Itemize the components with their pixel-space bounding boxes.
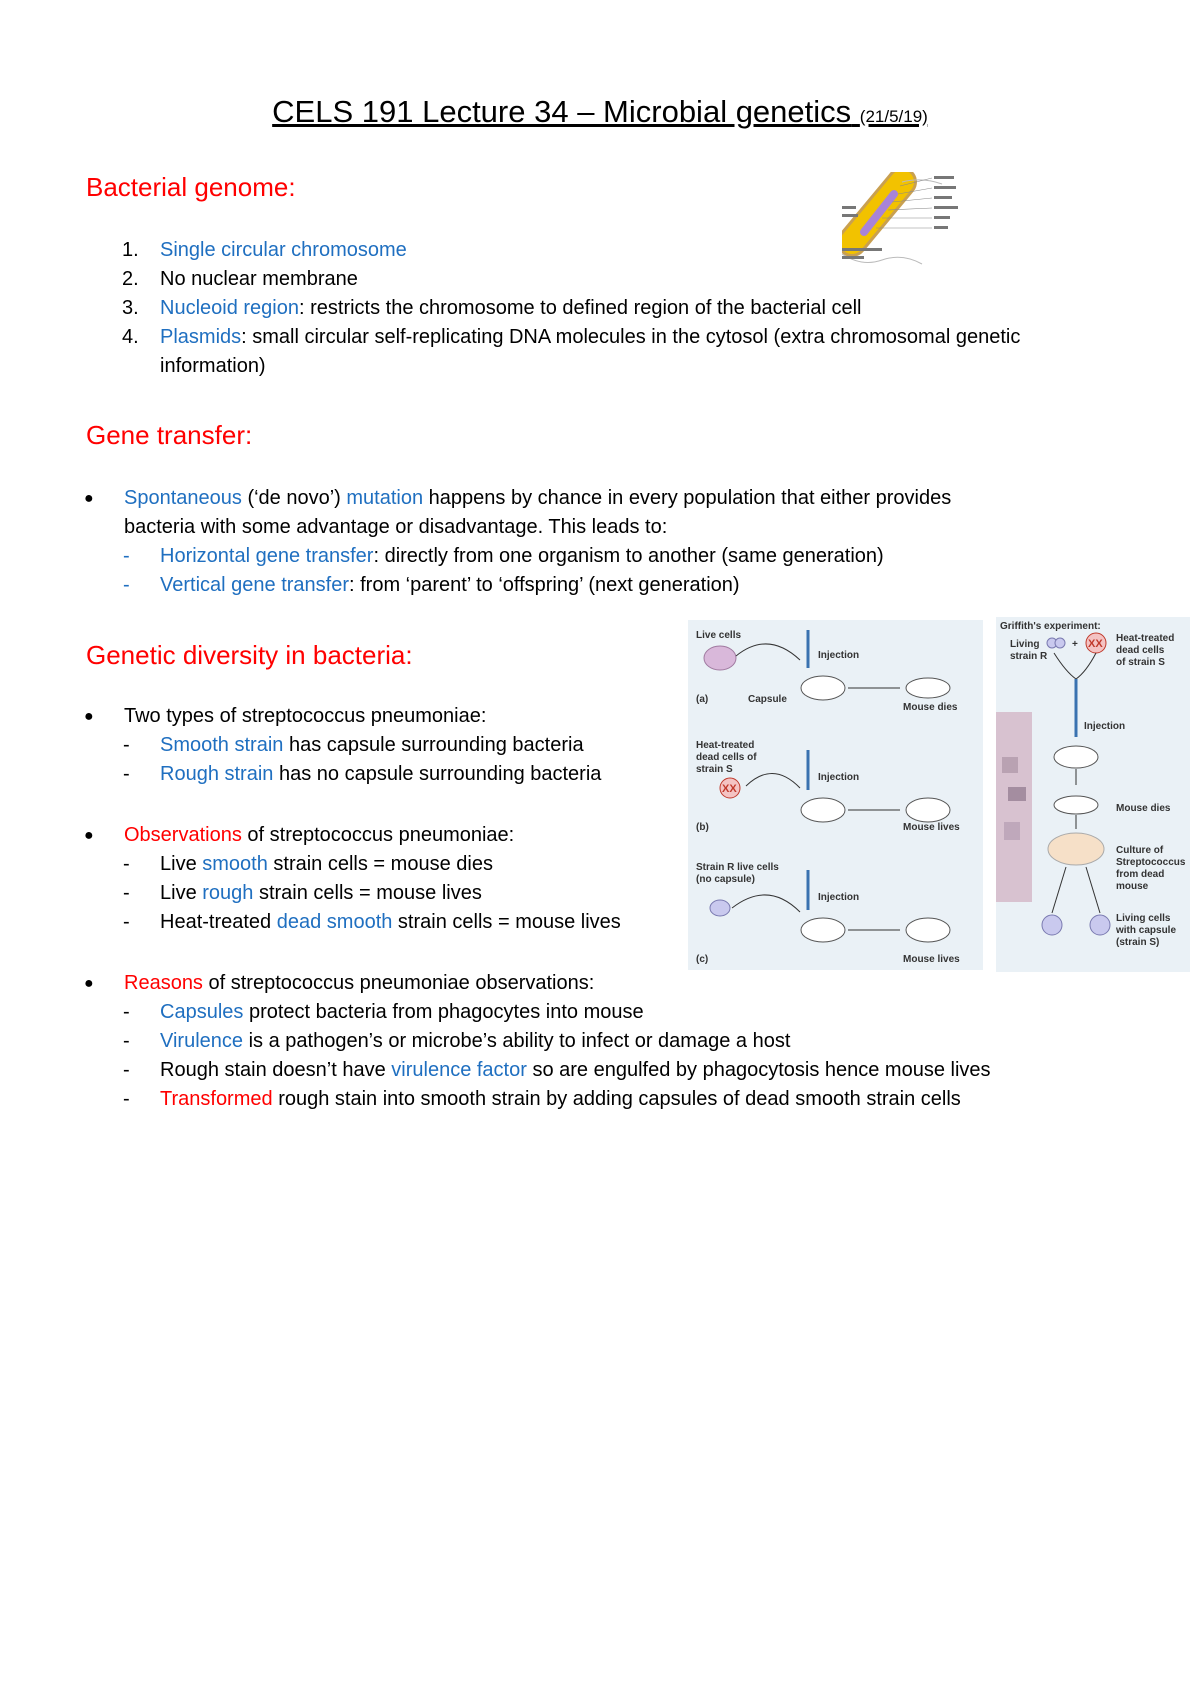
label-mouse: mouse: [1116, 881, 1149, 892]
label-no-capsule: (no capsule): [696, 874, 755, 885]
label-panel-c: (c): [696, 954, 709, 965]
diversity-bullet-3: [124, 969, 594, 997]
panel-a: [696, 630, 958, 713]
bullet-dot: ●: [84, 490, 94, 507]
dash-marker: -: [123, 574, 130, 596]
dash-marker: -: [123, 853, 130, 875]
item-number: 2.: [122, 268, 139, 290]
genome-item-4-continuation: information): [160, 355, 266, 377]
key-virulence-factor: virulence factor: [391, 1059, 527, 1081]
label-heat-treated: Heat-treated: [696, 740, 755, 751]
sub-pre: Rough stain doesn’t have: [160, 1059, 392, 1081]
sub-text: so are engulfed by phagocytosis hence mouse lives: [526, 1059, 991, 1081]
title-text: CELS 191 Lecture 34 – Microbial genetics: [272, 94, 852, 129]
experiment-figure-abc: [688, 620, 983, 970]
label-live-cells: Live cells: [696, 630, 742, 641]
item-rest: : small circular self-replicating DNA molecules in the cytosol (extra chromosomal genetic: [241, 326, 1021, 348]
transfer-bullet-continuation: bacteria with some advantage or disadvantage. This leads to:: [124, 516, 668, 538]
label-injection: Injection: [818, 772, 860, 783]
obs-dead-smooth: [160, 908, 621, 936]
key-transformed: Transformed: [160, 1088, 273, 1110]
item-key: Single circular chromosome: [160, 239, 407, 261]
sub-text: rough stain into smooth strain by adding capsules of dead smooth strain cells: [272, 1088, 961, 1110]
label-living: Living: [1010, 639, 1040, 650]
key-smooth-strain: Smooth strain: [160, 734, 284, 756]
heading-bacterial-genome: Bacterial genome:: [86, 172, 296, 202]
dash-marker: -: [123, 734, 130, 756]
label-dead-cells-of: dead cells of: [696, 752, 757, 763]
sub-text: : directly from one organism to another (same generation): [373, 545, 884, 567]
label-mouse-dies: Mouse dies: [903, 702, 958, 713]
dash-marker: -: [123, 1030, 130, 1052]
panel-b: [696, 740, 960, 833]
sub-pre: Heat-treated: [160, 911, 277, 933]
dash-marker: -: [123, 545, 130, 567]
reason-rough-stain: [160, 1056, 991, 1084]
sub-rough-strain: [160, 760, 601, 788]
dash-marker: -: [123, 911, 130, 933]
heading-gene-transfer: Gene transfer:: [86, 420, 253, 450]
label-culture-of: Culture of: [1116, 845, 1164, 856]
dash-marker: -: [123, 1088, 130, 1110]
label-strain-s: strain S: [696, 764, 733, 775]
page-title: [0, 92, 1200, 137]
key-rough: rough: [202, 882, 254, 904]
dash-marker: -: [123, 1001, 130, 1023]
label-from-dead: from dead: [1116, 869, 1165, 880]
item-key: Nucleoid region: [160, 297, 299, 319]
text-de-novo: (‘de novo’): [241, 487, 347, 509]
key-observations: Observations: [124, 824, 242, 846]
label-capsule: Capsule: [748, 694, 787, 705]
sub-text: strain cells = mouse dies: [267, 853, 493, 875]
label-plus: +: [1072, 639, 1078, 650]
label-heat-treated: Heat-treated: [1116, 633, 1175, 644]
diversity-bullet-1: Two types of streptococcus pneumoniae:: [124, 705, 487, 727]
label-panel-b: (b): [696, 822, 709, 833]
reason-transformed: [160, 1085, 961, 1113]
bullet-dot: ●: [84, 975, 94, 992]
sub-text: strain cells = mouse lives: [392, 911, 621, 933]
label-streptococcus: Streptococcus: [1116, 857, 1186, 868]
title-date: (21/5/19): [859, 107, 928, 126]
sub-text: has no capsule surrounding bacteria: [273, 763, 602, 785]
key-capsules: Capsules: [160, 1001, 244, 1023]
dash-marker: -: [123, 882, 130, 904]
heading-genetic-diversity: Genetic diversity in bacteria:: [86, 640, 413, 670]
label-living-cells: Living cells: [1116, 913, 1171, 924]
label-mouse-lives: Mouse lives: [903, 822, 960, 833]
sub-pre: Live: [160, 882, 203, 904]
sub-text: is a pathogen’s or microbe’s ability to infect or damage a host: [243, 1030, 791, 1052]
key-smooth: smooth: [202, 853, 268, 875]
label-with-capsule: with capsule: [1116, 925, 1177, 936]
item-text: No nuclear membrane: [160, 268, 358, 290]
bullet-text: of streptococcus pneumoniae:: [241, 824, 515, 846]
key-virulence: Virulence: [160, 1030, 244, 1052]
key-horizontal: Horizontal gene transfer: [160, 545, 374, 567]
transfer-sub-horizontal: [160, 542, 884, 570]
item-number: 1.: [122, 239, 139, 261]
sub-smooth-strain: [160, 731, 584, 759]
obs-live-smooth: [160, 850, 493, 878]
label-strain-r: strain R: [1010, 651, 1048, 662]
label-strain-r-live: Strain R live cells: [696, 862, 779, 873]
griffith-experiment-figure: [996, 617, 1190, 972]
item-number: 3.: [122, 297, 139, 319]
label-injection: Injection: [818, 892, 860, 903]
key-rough-strain: Rough strain: [160, 763, 274, 785]
sub-text: protect bacteria from phagocytes into mouse: [243, 1001, 644, 1023]
dash-marker: -: [123, 763, 130, 785]
reason-virulence: [160, 1027, 790, 1055]
bullet-dot: ●: [84, 827, 94, 844]
text-rest: happens by chance in every population that either provides: [423, 487, 952, 509]
diversity-bullet-2: [124, 821, 514, 849]
key-dead-smooth: dead smooth: [276, 911, 393, 933]
label-strain-s-paren: (strain S): [1116, 937, 1160, 948]
sub-text: strain cells = mouse lives: [253, 882, 482, 904]
item-number: 4.: [122, 326, 139, 348]
item-text: [160, 294, 861, 322]
bullet-dot: ●: [84, 708, 94, 725]
item-rest: : restricts the chromosome to defined region of the bacterial cell: [298, 297, 862, 319]
label-injection: Injection: [818, 650, 860, 661]
dead-cells-mark: XX: [722, 783, 737, 795]
sub-text: : from ‘parent’ to ‘offspring’ (next generation): [349, 574, 740, 596]
key-spontaneous: Spontaneous: [124, 487, 242, 509]
label-injection: Injection: [1084, 721, 1126, 732]
sub-text: has capsule surrounding bacteria: [283, 734, 584, 756]
label-mouse-dies: Mouse dies: [1116, 803, 1171, 814]
bacterial-cell-diagram: [842, 172, 962, 272]
item-text: [160, 323, 1020, 351]
label-mouse-lives: Mouse lives: [903, 954, 960, 965]
panel-c: [696, 862, 960, 965]
label-dead-cells: dead cells: [1116, 645, 1165, 656]
dash-marker: -: [123, 1059, 130, 1081]
label-panel-a: (a): [696, 694, 709, 705]
label-of-strain-s: of strain S: [1116, 657, 1165, 668]
transfer-sub-vertical: [160, 571, 740, 599]
key-reasons: Reasons: [124, 972, 203, 994]
obs-live-rough: [160, 879, 482, 907]
dead-cells-mark: XX: [1088, 638, 1103, 650]
label-griffith-title: Griffith's experiment:: [1000, 621, 1101, 632]
key-vertical: Vertical gene transfer: [160, 574, 349, 596]
key-mutation: mutation: [346, 487, 424, 509]
reason-capsules: [160, 998, 644, 1026]
sub-pre: Live: [160, 853, 203, 875]
item-key: Plasmids: [160, 326, 242, 348]
transfer-bullet: [124, 484, 951, 512]
bullet-text: of streptococcus pneumoniae observations:: [202, 972, 595, 994]
